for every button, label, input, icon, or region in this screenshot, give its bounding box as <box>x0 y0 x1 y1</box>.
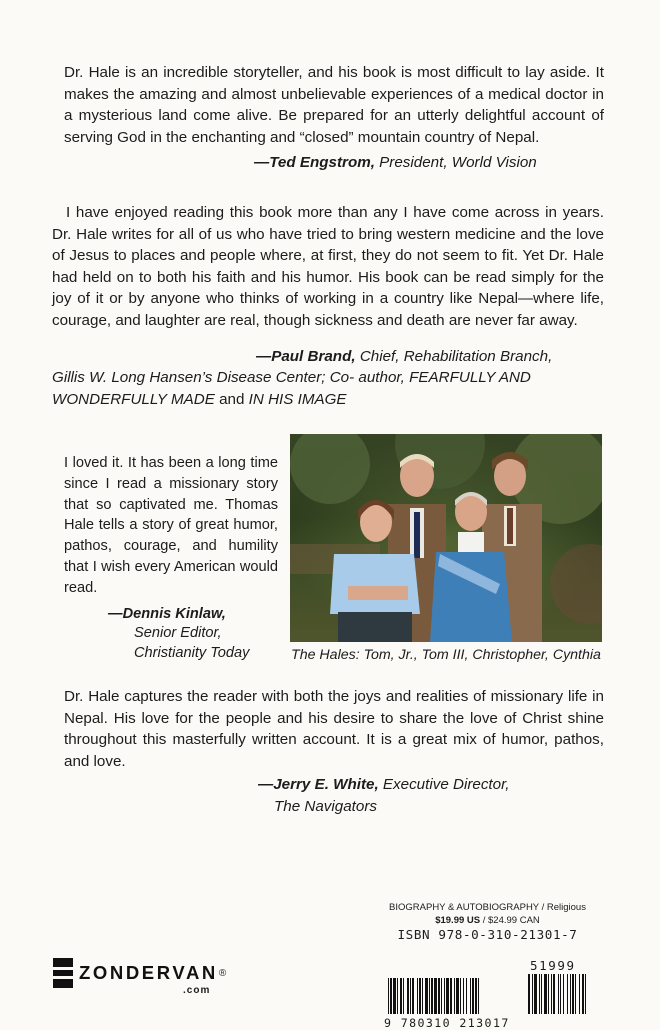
barcode-bar <box>431 978 433 1014</box>
barcode-bar <box>403 978 404 1014</box>
barcode-addon-bar <box>579 974 580 1014</box>
registered-mark: ® <box>218 967 227 979</box>
book-price <box>380 915 595 926</box>
barcode-bar <box>463 978 464 1014</box>
barcode-bar <box>460 978 461 1014</box>
endorsement-text: Dr. Hale captures the reader with both the joys and realities of missionary life in Nepal. His love for the people and his desire to share the love of Christ shine throughout this masterfully written account. It is a great mix of humor, pathos, and love. <box>64 688 604 770</box>
barcode-bar <box>419 978 421 1014</box>
isbn-number: ISBN 978-0-310-21301-7 <box>397 927 578 942</box>
endorsement-attribution <box>52 346 604 411</box>
endorser-role: Senior Editor, <box>134 625 222 642</box>
photo-caption: The Hales: Tom, Jr., Tom III, Christopher, Cynthia <box>291 647 601 663</box>
endorser-name: —Dennis Kinlaw, <box>108 605 226 622</box>
barcode-addon-bar <box>558 974 559 1014</box>
barcode-addon-bar <box>553 974 555 1014</box>
endorser-name: —Ted Engstrom, <box>254 154 375 172</box>
barcode-bar <box>407 978 409 1014</box>
family-photo <box>290 434 602 642</box>
barcode-bar <box>400 978 402 1014</box>
endorsement-text: I loved it. It has been a long time since I read a missionary story that so captivated me. Thomas Hale tells a story of great humor, pathos, courage, and humility that I wish every American would read. <box>64 455 278 596</box>
barcode-addon-bar <box>563 974 564 1014</box>
barcode-block <box>380 902 595 1030</box>
endorser-name: —Paul Brand, <box>256 347 356 365</box>
price-us: $19.99 US <box>435 915 481 926</box>
endorsement-brand <box>52 202 604 410</box>
barcode-addon-bar <box>582 974 584 1014</box>
endorsement-text: I have enjoyed reading this book more than any I have come across in years. Dr. Hale writes for all of us who have tried to bring western medicine and the love of Jesus to places and people where, at first, they do not seem to fit. Yet Dr. Hale had held on to both his faith and his humor. His book can be read simply for the joy of it or by anyone who thinks of working in a country like Nepal—where life, courage, and laughter are real, though sickness and death are never far away. <box>52 204 604 329</box>
barcode-addon-bar <box>539 974 540 1014</box>
endorsement-attribution <box>258 774 604 817</box>
endorsement-text: Dr. Hale is an incredible storyteller, and his book is most difficult to lay aside. It makes the amazing and almost unbelievable experiences of a medical doctor in a mysterious land come alive. Be prepared for an utterly delightful account of serving God in the enchanting and “closed” mountain country of Nepal. <box>64 64 604 146</box>
endorsement-attribution <box>254 152 604 174</box>
endorsement-attribution <box>108 605 278 664</box>
barcode-addon-bar <box>585 974 586 1014</box>
publisher-name: ZONDERVAN <box>79 962 218 983</box>
endorser-name: —Jerry E. White, <box>258 776 379 794</box>
barcode-addon-bar <box>567 974 568 1014</box>
barcode-bar <box>472 978 474 1014</box>
barcode-addon-bar <box>532 974 533 1014</box>
barcode-bar <box>441 978 442 1014</box>
barcode-bar <box>388 978 389 1014</box>
barcode-bar <box>434 978 437 1014</box>
endorsement-white <box>64 686 604 818</box>
barcode <box>380 944 595 1030</box>
barcode-addon-bar <box>544 974 547 1014</box>
barcode-bar <box>446 978 449 1014</box>
endorsement-engstrom <box>64 62 604 174</box>
zondervan-logo-icon <box>53 958 73 988</box>
endorser-affiliation: The Navigators <box>274 797 377 815</box>
price-can: / $24.99 CAN <box>480 915 540 926</box>
barcode-bar <box>466 978 467 1014</box>
endorser-affiliation: Christianity Today <box>134 644 250 661</box>
barcode-bar <box>397 978 398 1014</box>
family-photo-illustration <box>290 434 602 642</box>
barcode-addon-bar <box>541 974 542 1014</box>
endorsement-kinlaw <box>64 453 278 663</box>
endorser-affiliation: Gillis W. Long Hansen’s Disease Center; Co- author, FEARFULLY AND WONDERFULLY MADE <box>52 369 531 408</box>
barcode-bar <box>456 978 459 1014</box>
barcode-bar <box>412 978 414 1014</box>
barcode-addon-bar <box>548 974 549 1014</box>
zondervan-logo <box>53 958 227 996</box>
barcode-bar <box>417 978 418 1014</box>
barcode-addon-bar <box>575 974 576 1014</box>
endorser-book: IN HIS IMAGE <box>248 390 347 408</box>
endorser-role: Chief, Rehabilitation Branch, <box>355 347 553 365</box>
barcode-addon-bar <box>551 974 552 1014</box>
publisher-domain: .com <box>183 985 211 996</box>
barcode-addon-bar <box>572 974 574 1014</box>
barcode-bar <box>450 978 452 1014</box>
barcode-bar <box>454 978 455 1014</box>
barcode-addon-bar <box>560 974 561 1014</box>
barcode-digits: 9 780310 213017 <box>384 1016 510 1030</box>
endorser-and: and <box>214 390 249 408</box>
barcode-bar <box>393 978 396 1014</box>
barcode-bar <box>475 978 477 1014</box>
book-category: BIOGRAPHY & AUTOBIOGRAPHY / Religious <box>389 902 586 913</box>
barcode-addon-bar <box>534 974 537 1014</box>
barcode-bar <box>422 978 423 1014</box>
endorser-role: President, World Vision <box>374 154 537 172</box>
barcode-bar <box>438 978 440 1014</box>
barcode-addon-digits: 51999 <box>530 958 576 973</box>
barcode-bar <box>444 978 445 1014</box>
barcode-bar <box>425 978 428 1014</box>
barcode-bars <box>380 944 595 1016</box>
barcode-bar <box>470 978 471 1014</box>
barcode-bar <box>429 978 430 1014</box>
endorser-role: Executive Director, <box>378 776 510 794</box>
barcode-bar <box>478 978 479 1014</box>
barcode-addon-bar <box>570 974 571 1014</box>
barcode-addon-bar <box>528 974 530 1014</box>
barcode-bar <box>390 978 392 1014</box>
barcode-bar <box>410 978 411 1014</box>
